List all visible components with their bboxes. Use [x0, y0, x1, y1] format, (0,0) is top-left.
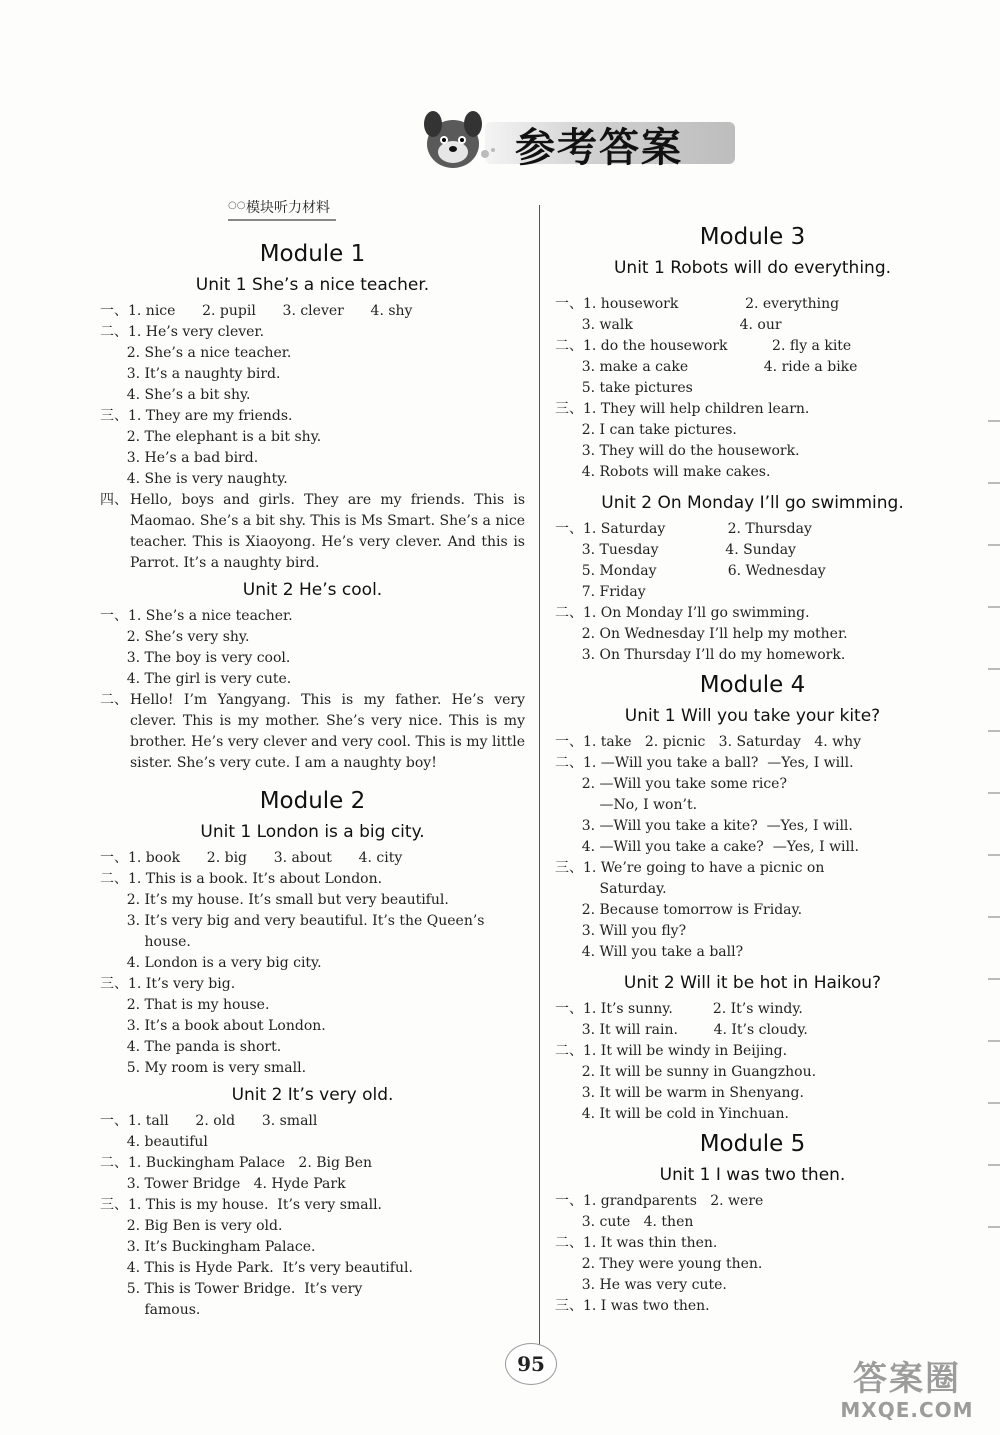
answer-lines — [100, 1111, 525, 1321]
watermark-logo — [822, 1360, 992, 1430]
answer-line: 3. It will be warm in Shenyang. — [555, 1085, 804, 1101]
answer-line: 4. She’s a bit shy. — [100, 387, 251, 403]
answer-line: 三、1. I was two then. — [555, 1298, 710, 1314]
answer-line: 3. It’s Buckingham Palace. — [100, 1239, 316, 1255]
answer-line: 一、1. It’s sunny. 2. It’s windy. — [555, 1001, 803, 1017]
answer-line: 二、1. On Monday I’ll go swimming. — [555, 605, 810, 621]
answer-line: 三、1. It’s very big. — [100, 976, 236, 992]
answer-line: 3. It’s very big and very beautiful. It’s the Queen’s — [100, 913, 485, 929]
answer-line: 4. beautiful — [100, 1134, 208, 1150]
answer-line: 一、1. take 2. picnic 3. Saturday 4. why — [555, 734, 862, 750]
dots-icon: ○○ — [228, 200, 246, 211]
answer-line: 3. walk 4. our — [555, 317, 782, 333]
unit-title: Unit 1 Robots will do everything. — [613, 258, 892, 278]
answer-line: 一、1. nice 2. pupil 3. clever 4. shy — [100, 303, 413, 319]
answer-line: 2. That is my house. — [100, 997, 270, 1013]
unit-title: Unit 2 Will it be hot in Haikou? — [623, 973, 882, 993]
answer-line: 三、1. This is my house. It’s very small. — [100, 1197, 383, 1213]
watermark-bottom: MXQE.COM — [840, 1398, 974, 1422]
column-divider — [539, 205, 540, 1365]
answer-line: 三、1. We’re going to have a picnic on — [555, 860, 825, 876]
answer-line: 3. Tower Bridge 4. Hyde Park — [100, 1176, 346, 1192]
answer-line: 4. The panda is short. — [100, 1039, 282, 1055]
module-title: Module 3 — [699, 224, 806, 250]
module-title: Module 5 — [699, 1131, 806, 1157]
answer-line: 4. The girl is very cute. — [100, 671, 292, 687]
answer-line: 一、1. grandparents 2. were — [555, 1193, 764, 1209]
answer-line: 二、1. do the housework 2. fly a kite — [555, 338, 852, 354]
answer-line: 3. He was very cute. — [555, 1277, 727, 1293]
module-title: Module 2 — [259, 788, 366, 814]
unit-title: Unit 2 It’s very old. — [231, 1085, 394, 1105]
answer-line: 3. Will you fly? — [555, 923, 687, 939]
answer-lines — [555, 732, 950, 963]
answer-line: 3. —Will you take a kite? —Yes, I will. — [555, 818, 853, 834]
page-edge-marks — [988, 360, 1000, 1260]
right-column — [555, 218, 950, 1317]
answer-lines — [100, 301, 525, 574]
paragraph-label: 四、 — [100, 492, 128, 508]
answer-line: 3. He’s a bad bird. — [100, 450, 259, 466]
answer-line: house. — [100, 934, 191, 950]
section-tag-label: 模块听力材料 — [246, 200, 330, 216]
answer-line: 二、1. This is a book. It’s about London. — [100, 871, 383, 887]
answer-line: 3. It’s a book about London. — [100, 1018, 326, 1034]
answer-line: 4. She is very naughty. — [100, 471, 288, 487]
answer-line: 3. It’s a naughty bird. — [100, 366, 281, 382]
answer-paragraph — [100, 690, 525, 774]
paragraph-label: 二、 — [100, 692, 128, 708]
paragraph-text: Hello! I’m Yangyang. This is my father. He’s very clever. This is my mother. She’s very nice. This is my brother. He’s very clever and very cool. This is my little sister. She’s very cute. I am a naughty boy! — [130, 692, 525, 771]
answer-line: 4. Robots will make cakes. — [555, 464, 771, 480]
answer-line: 3. The boy is very cool. — [100, 650, 291, 666]
answer-line: 2. She’s a nice teacher. — [100, 345, 292, 361]
answer-line: 3. They will do the housework. — [555, 443, 800, 459]
unit-title: Unit 1 She’s a nice teacher. — [195, 275, 430, 295]
answer-line: 4. Will you take a ball? — [555, 944, 744, 960]
answer-line: 3. cute 4. then — [555, 1214, 694, 1230]
answer-lines — [555, 999, 950, 1125]
module-title: Module 1 — [259, 241, 366, 267]
answer-lines — [555, 294, 950, 483]
answer-line: 二、1. It was thin then. — [555, 1235, 718, 1251]
answer-line: 三、1. They are my friends. — [100, 408, 293, 424]
unit-title: Unit 1 London is a big city. — [200, 822, 425, 842]
answer-line: 2. On Wednesday I’ll help my mother. — [555, 626, 848, 642]
unit-title: Unit 1 Will you take your kite? — [624, 706, 881, 726]
answer-lines — [555, 519, 950, 666]
answer-line: 一、1. book 2. big 3. about 4. city — [100, 850, 403, 866]
answer-line: famous. — [100, 1302, 201, 1318]
answer-line: Saturday. — [555, 881, 667, 897]
answer-line: 2. They were young then. — [555, 1256, 763, 1272]
answer-lines — [100, 848, 525, 1079]
page-number: 95 — [505, 1343, 557, 1385]
answer-line: 2. I can take pictures. — [555, 422, 737, 438]
answer-line: 二、1. It will be windy in Beijing. — [555, 1043, 788, 1059]
answer-line: 5. My room is very small. — [100, 1060, 307, 1076]
answer-lines — [100, 606, 525, 774]
answer-line: 2. It’s my house. It’s small but very beautiful. — [100, 892, 449, 908]
paragraph-text: Hello, boys and girls. They are my friends. This is Maomao. She’s a bit shy. This is Ms Smart. She’s a nice teacher. This is Xiaoyong. He’s very clever. And this is Parrot. It’s a naughty bird. — [130, 492, 525, 571]
page-title: 参考答案 — [515, 125, 683, 171]
answer-line: 2. The elephant is a bit shy. — [100, 429, 322, 445]
answer-line: 二、1. He’s very clever. — [100, 324, 265, 340]
answer-paragraph — [100, 490, 525, 574]
answer-line: 2. She’s very shy. — [100, 629, 250, 645]
answer-line: 3. On Thursday I’ll do my homework. — [555, 647, 846, 663]
answer-line: 7. Friday — [555, 584, 646, 600]
unit-title: Unit 2 On Monday I’ll go swimming. — [601, 493, 904, 513]
section-tag — [228, 195, 336, 221]
answer-line: —No, I won’t. — [555, 797, 698, 813]
answer-line: 4. It will be cold in Yinchuan. — [555, 1106, 789, 1122]
answer-line: 一、1. housework 2. everything — [555, 296, 840, 312]
answer-line: 5. This is Tower Bridge. It’s very — [100, 1281, 363, 1297]
unit-title: Unit 1 I was two then. — [659, 1165, 846, 1185]
answer-line: 二、1. —Will you take a ball? —Yes, I will. — [555, 755, 854, 771]
watermark-top: 答案圈 — [853, 1359, 961, 1399]
answer-line: 4. London is a very big city. — [100, 955, 322, 971]
header-banner — [415, 108, 735, 174]
answer-line: 2. —Will you take some rice? — [555, 776, 787, 792]
answer-line: 2. Big Ben is very old. — [100, 1218, 283, 1234]
answer-line: 5. take pictures — [555, 380, 693, 396]
dog-mascot-icon — [415, 108, 495, 174]
answer-line: 二、1. Buckingham Palace 2. Big Ben — [100, 1155, 372, 1171]
answer-line: 一、1. tall 2. old 3. small — [100, 1113, 318, 1129]
answer-line: 3. Tuesday 4. Sunday — [555, 542, 796, 558]
answer-line: 4. This is Hyde Park. It’s very beautiful. — [100, 1260, 413, 1276]
answer-line: 3. It will rain. 4. It’s cloudy. — [555, 1022, 808, 1038]
answer-line: 2. It will be sunny in Guangzhou. — [555, 1064, 817, 1080]
answer-line: 5. Monday 6. Wednesday — [555, 563, 826, 579]
answer-line: 一、1. Saturday 2. Thursday — [555, 521, 812, 537]
left-column — [100, 195, 525, 1321]
answer-line: 3. make a cake 4. ride a bike — [555, 359, 858, 375]
answer-line: 2. Because tomorrow is Friday. — [555, 902, 803, 918]
answer-line: 4. —Will you take a cake? —Yes, I will. — [555, 839, 859, 855]
answer-line: 一、1. She’s a nice teacher. — [100, 608, 293, 624]
unit-title: Unit 2 He’s cool. — [242, 580, 383, 600]
module-title: Module 4 — [699, 672, 806, 698]
answer-line: 三、1. They will help children learn. — [555, 401, 810, 417]
answer-lines — [555, 1191, 950, 1317]
